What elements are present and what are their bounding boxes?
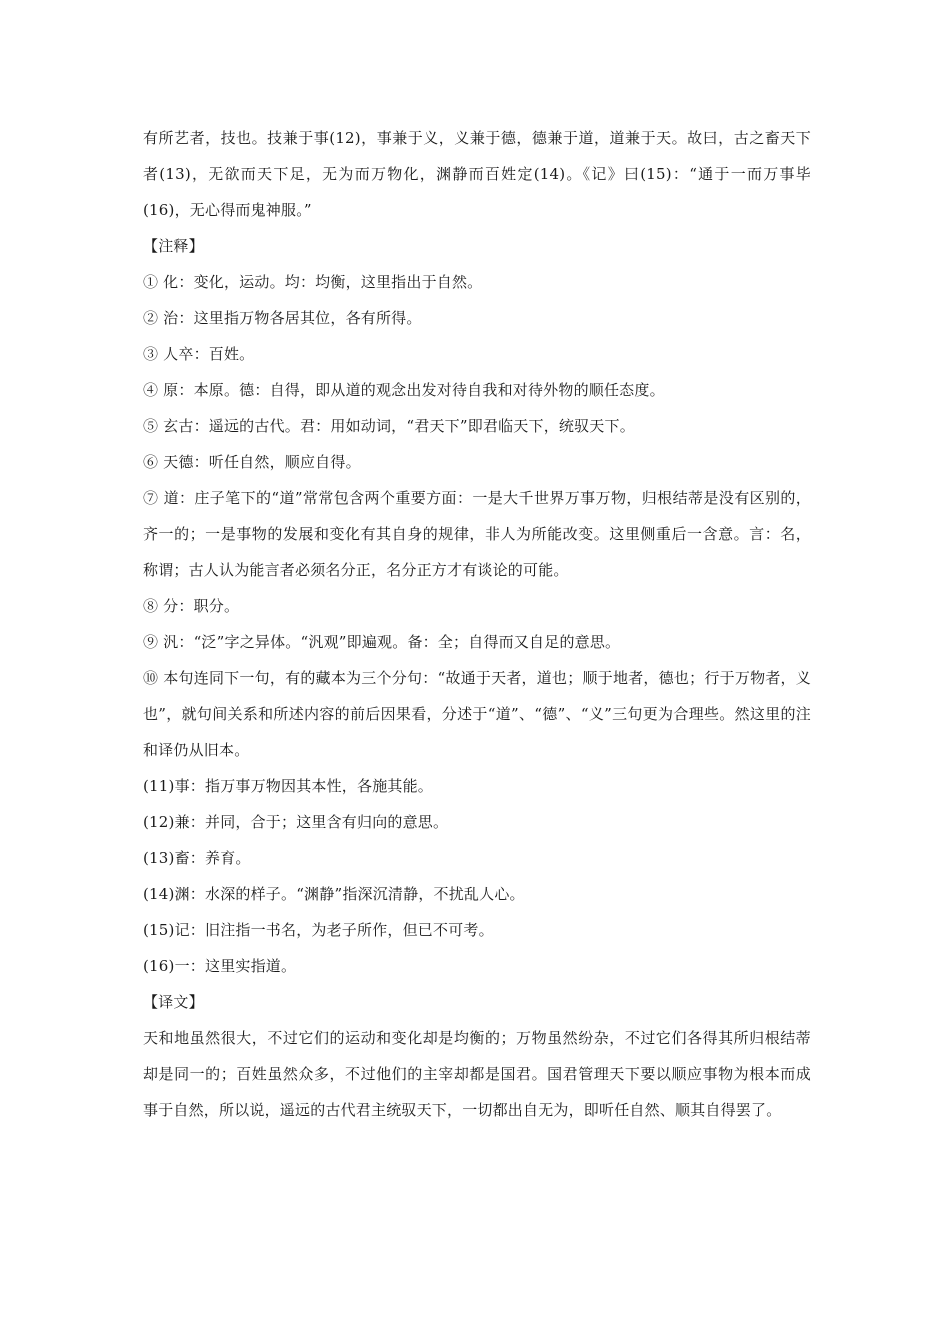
note-item: ② 治：这里指万物各居其位，各有所得。 (143, 309, 422, 327)
note-item: ③ 人卒：百姓。 (143, 345, 255, 363)
note-item: (15)记：旧注指一书名，为老子所作，但已不可考。 (143, 921, 494, 939)
translation-heading: 【译文】 (143, 993, 204, 1011)
note-item: (12)兼：并同，合于；这里含有归向的意思。 (143, 813, 449, 831)
intro-paragraph: 有所艺者，技也。技兼于事(12)，事兼于义，义兼于德，德兼于道，道兼于天。故曰，古之畜天下者(13)，无欲而天下足，无为而万物化，渊静而百姓定(14)。《记》曰(15)：“通于一而万事毕(16)，无心得而鬼神服。” (143, 129, 811, 219)
note-item: ⑩ 本句连同下一句，有的藏本为三个分句：“故通于天者，道也；顺于地者，德也；行于万物者，义也”，就句间关系和所述内容的前后因果看，分述于“道”、“德”、“义”三句更为合理些。然这里的注和译仍从旧本。 (143, 669, 811, 759)
note-item: (16)一：这里实指道。 (143, 957, 297, 975)
translation-paragraph: 天和地虽然很大，不过它们的运动和变化却是均衡的；万物虽然纷杂，不过它们各得其所归根结蒂却是同一的；百姓虽然众多，不过他们的主宰却都是国君。国君管理天下要以顺应事物为根本而成事于自然，所以说，遥远的古代君主统驭天下，一切都出自无为，即听任自然、顺其自得罢了。 (143, 1029, 811, 1119)
note-item: (11)事：指万事万物因其本性，各施其能。 (143, 777, 433, 795)
notes-heading: 【注释】 (143, 237, 204, 255)
note-item: ⑥ 天德：听任自然，顺应自得。 (143, 453, 361, 471)
note-item: ④ 原：本原。德：自得，即从道的观念出发对待自我和对待外物的顺任态度。 (143, 381, 665, 399)
note-item: ⑦ 道：庄子笔下的“道”常常包含两个重要方面：一是大千世界万事万物，归根结蒂是没有区别的，齐一的；一是事物的发展和变化有其自身的规律，非人为所能改变。这里侧重后一含意。言：名，称谓；古人认为能言者必须名分正，名分正方才有谈论的可能。 (143, 489, 811, 579)
note-item: ⑨ 汎：“泛”字之异体。“汎观”即遍观。备：全；自得而又自足的意思。 (143, 633, 621, 651)
note-item: (13)畜：养育。 (143, 849, 251, 867)
document-body (143, 120, 811, 1128)
note-item: ⑤ 玄古：遥远的古代。君：用如动词，“君天下”即君临天下，统驭天下。 (143, 417, 635, 435)
note-item: ⑧ 分：职分。 (143, 597, 240, 615)
note-item: ① 化：变化，运动。均：均衡，这里指出于自然。 (143, 273, 483, 291)
note-item: (14)渊：水深的样子。“渊静”指深沉清静，不扰乱人心。 (143, 885, 525, 903)
